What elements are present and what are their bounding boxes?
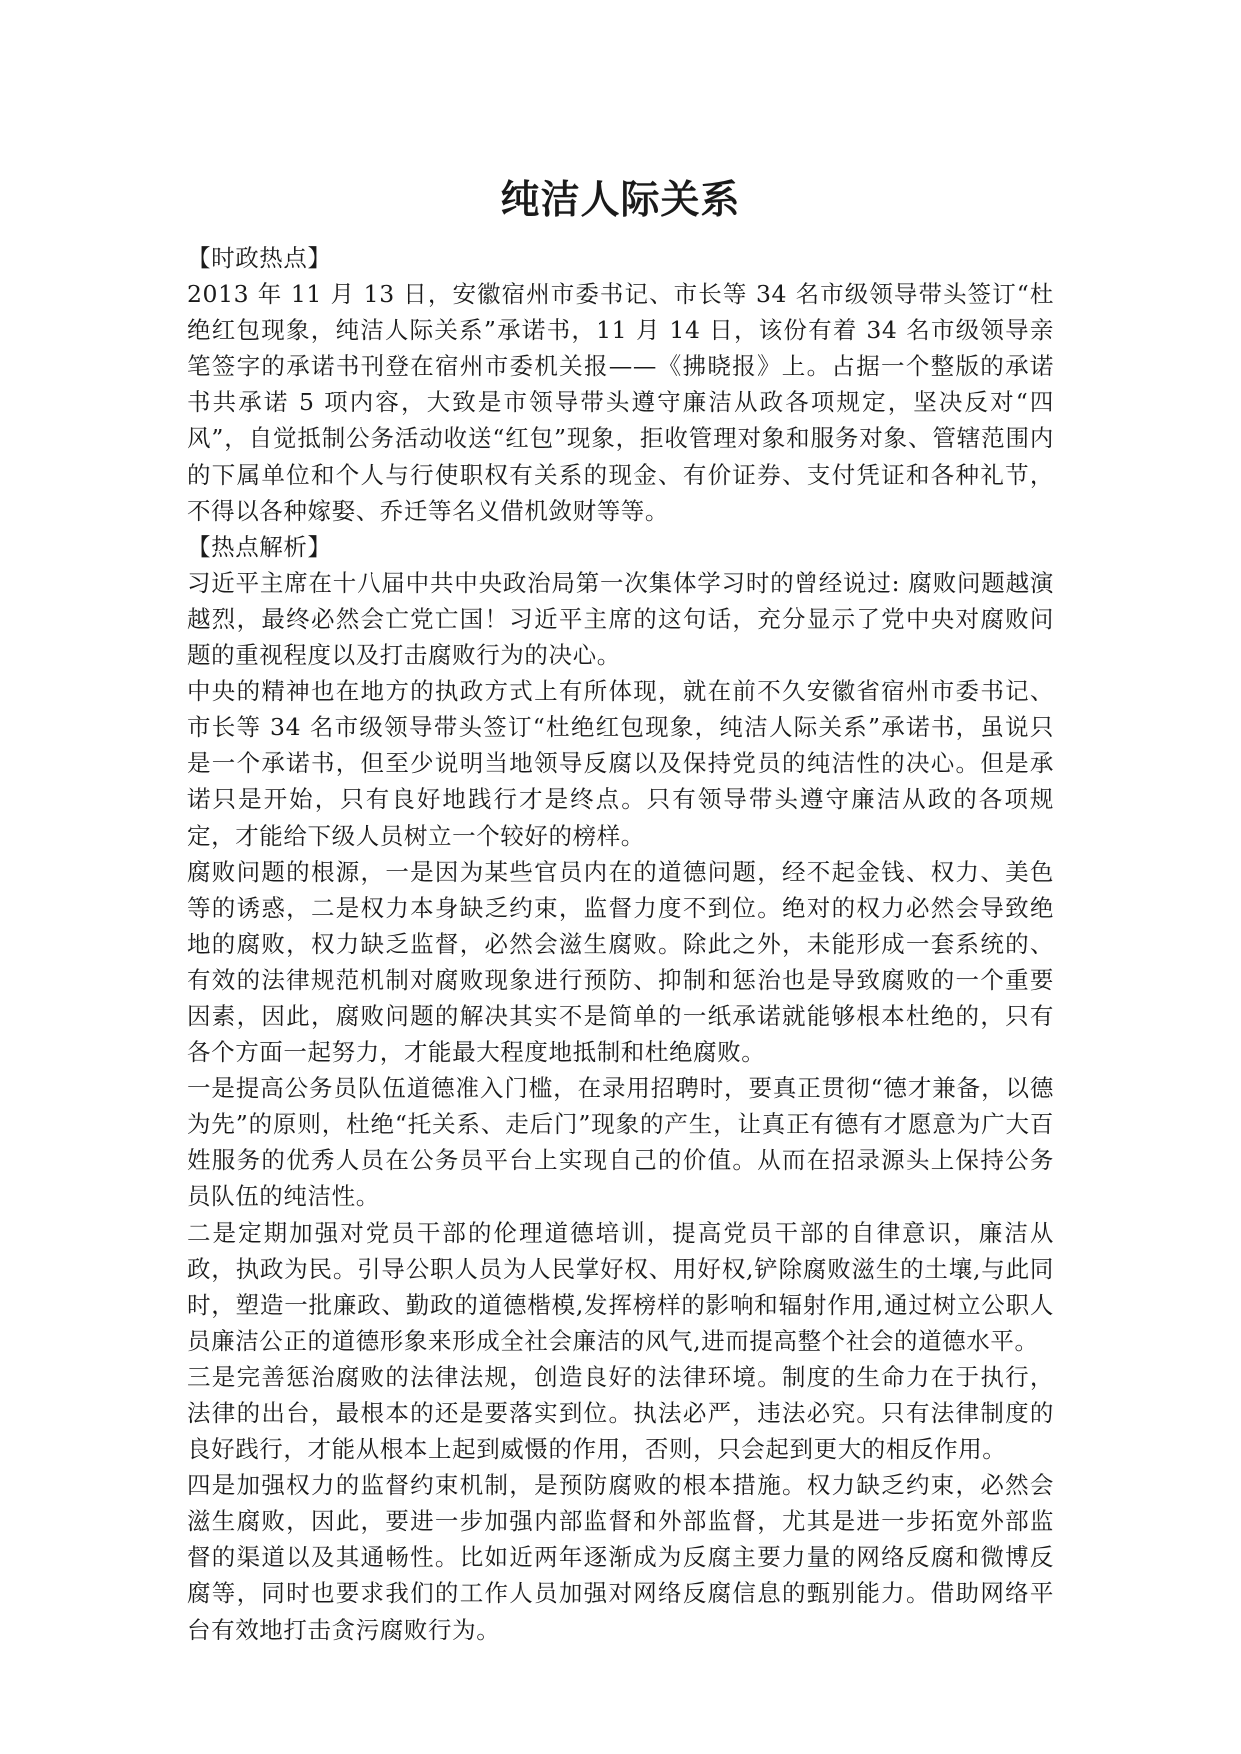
section-heading-current-affairs: 【时政热点】 (187, 244, 332, 272)
paragraph: 一是提高公务员队伍道德准入门槛，在录用招聘时，要真正贯彻“德才兼备，以德为先”的原则，杜绝“托关系、走后门”现象的产生，让真正有德有才愿意为广大百姓服务的优秀人员在公务员平台上实现自己的价值。从而在招录源头上保持公务员队伍的纯洁性。 (187, 1074, 1054, 1211)
paragraph: 2013 年 11 月 13 日，安徽宿州市委书记、市长等 34 名市级领导带头签订“杜绝红包现象，纯洁人际关系”承诺书，11 月 14 日，该份有着 34 名市级领导亲笔签字的承诺书刊登在宿州市委机关报——《拂晓报》上。占据一个整版的承诺书共承诺 5 项内容，大致是市领导带头遵守廉洁从政各项规定，坚决反对“四风”，自觉抵制公务活动收送“红包”现象，拒收管理对象和服务对象、管辖范围内的下属单位和个人与行使职权有关系的现金、有价证券、支付凭证和各种礼节，不得以各种嫁娶、乔迁等名义借机敛财等等。 (187, 280, 1054, 525)
paragraph: 中央的精神也在地方的执政方式上有所体现，就在前不久安徽省宿州市委书记、市长等 34 名市级领导带头签订“杜绝红包现象，纯洁人际关系”承诺书，虽说只是一个承诺书，但至少说明当地领导反腐以及保持党员的纯洁性的决心。但是承诺只是开始，只有良好地践行才是终点。只有领导带头遵守廉洁从政的各项规定，才能给下级人员树立一个较好的榜样。 (187, 677, 1054, 850)
paragraph: 三是完善惩治腐败的法律法规，创造良好的法律环境。制度的生命力在于执行，法律的出台，最根本的还是要落实到位。执法必严，违法必究。只有法律制度的良好践行，才能从根本上起到威慑的作用，否则，只会起到更大的相反作用。 (187, 1362, 1054, 1464)
document-page (187, 170, 1054, 1648)
section-analysis (187, 529, 1054, 1648)
paragraph: 习近平主席在十八届中共中央政治局第一次集体学习时的曾经说过: 腐败问题越演越烈，最终必然会亡党亡国！习近平主席的这句话，充分显示了党中央对腐败问题的重视程度以及打击腐败行为的决心。 (187, 568, 1054, 670)
paragraph: 二是定期加强对党员干部的伦理道德培训，提高党员干部的自律意识，廉洁从政，执政为民。引导公职人员为人民掌好权、用好权,铲除腐败滋生的土壤,与此同时，塑造一批廉政、勤政的道德楷模,发挥榜样的影响和辐射作用,通过树立公职人员廉洁公正的道德形象来形成全社会廉洁的风气,进而提高整个社会的道德水平。 (187, 1218, 1054, 1355)
paragraph: 腐败问题的根源，一是因为某些官员内在的道德问题，经不起金钱、权力、美色等的诱惑，二是权力本身缺乏约束，监督力度不到位。绝对的权力必然会导致绝地的腐败，权力缺乏监督，必然会滋生腐败。除此之外，未能形成一套系统的、有效的法律规范机制对腐败现象进行预防、抑制和惩治也是导致腐败的一个重要因素，因此，腐败问题的解决其实不是简单的一纸承诺就能够根本杜绝的，只有各个方面一起努力，才能最大程度地抵制和杜绝腐败。 (187, 857, 1054, 1067)
section-current-affairs (187, 240, 1054, 529)
document-title: 纯洁人际关系 (500, 177, 741, 223)
paragraph: 四是加强权力的监督约束机制，是预防腐败的根本措施。权力缺乏约束，必然会滋生腐败，因此，要进一步加强内部监督和外部监督，尤其是进一步拓宽外部监督的渠道以及其通畅性。比如近两年逐渐成为反腐主要力量的网络反腐和微博反腐等，同时也要求我们的工作人员加强对网络反腐信息的甄别能力。借助网络平台有效地打击贪污腐败行为。 (187, 1471, 1054, 1644)
section-heading-analysis: 【热点解析】 (187, 532, 332, 561)
